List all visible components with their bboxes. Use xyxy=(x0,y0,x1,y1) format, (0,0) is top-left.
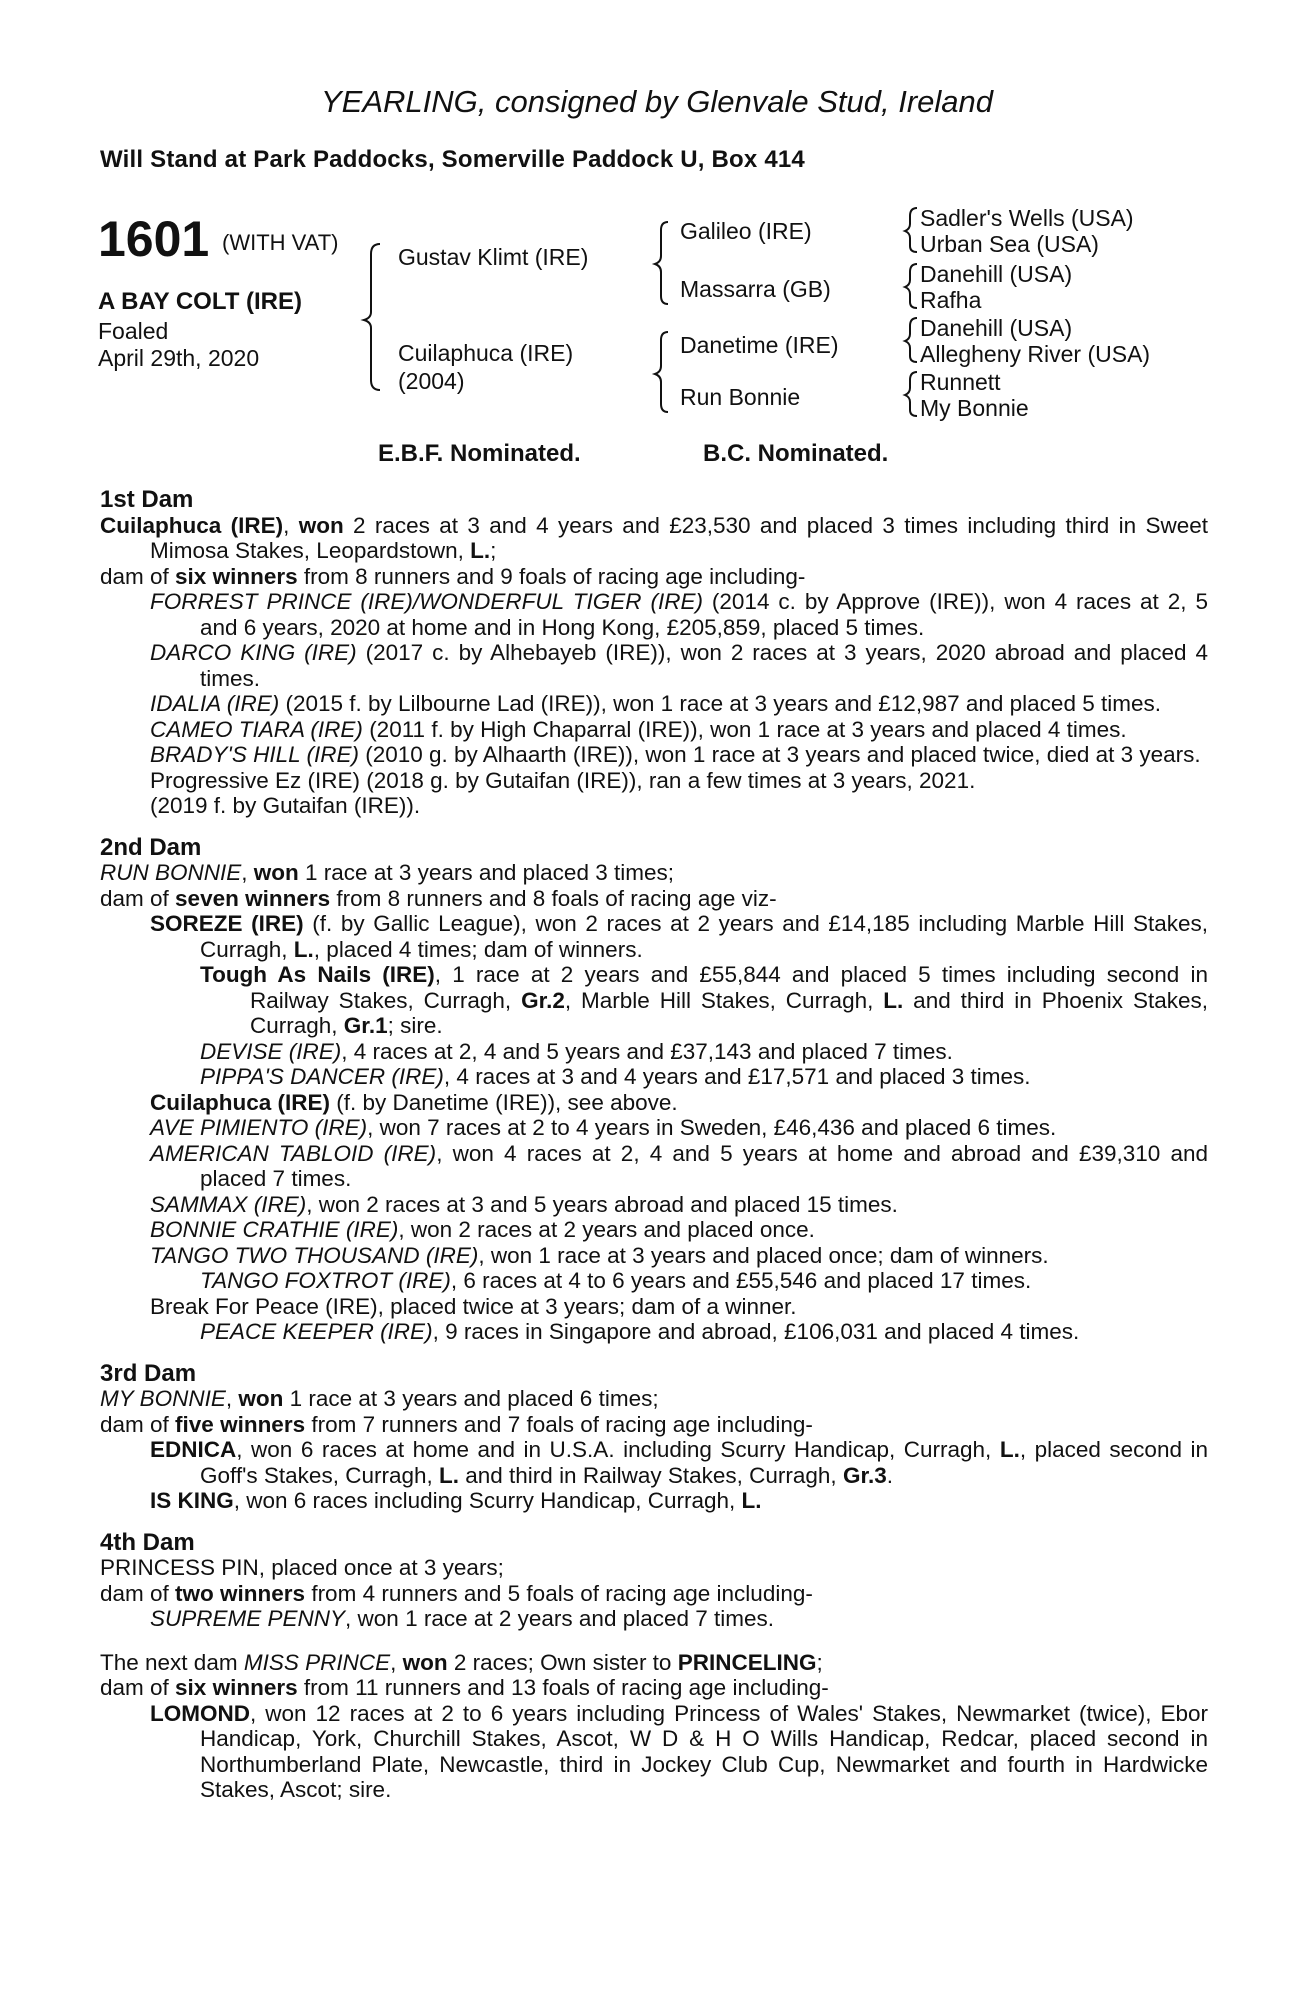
foaled-label: Foaled xyxy=(98,318,169,344)
produce-text: (f. by Gallic League), won 2 races at 2 years and £14,185 including Marble Hill Stakes, Curragh, xyxy=(200,911,1208,962)
produce-entry xyxy=(100,1243,1208,1269)
produce-text: , 4 races at 2, 4 and 5 years and £37,143 and placed 7 times. xyxy=(341,1038,953,1064)
produce-text: , won 12 races at 2 to 6 years including Princess of Wales' Stakes, Newmarket (twice), Ebor Handicap, York, Churchill Stakes, Ascot, W D & H O Wills Handicap, Redcar, placed second in Northumberland Plate, Newcastle, third in Jockey Club Cup, Newmarket and fourth in Hardwicke Stakes, Ascot; sire. xyxy=(200,1700,1208,1802)
bracket-main xyxy=(364,244,380,390)
sibling-name: PRINCELING xyxy=(677,1649,817,1675)
produce-name: TANGO TWO THOUSAND (IRE) xyxy=(150,1242,479,1268)
winners-count: seven winners xyxy=(175,885,331,911)
record-text: 2 races; Own sister to xyxy=(447,1649,678,1675)
produce-entry: (2019 f. by Gutaifan (IRE)). xyxy=(150,793,421,818)
dam-name: MISS PRINCE xyxy=(243,1649,391,1675)
third-dam-produce-summary xyxy=(100,1412,1208,1438)
horse-description: A BAY COLT (IRE) xyxy=(98,288,303,315)
produce-entry xyxy=(100,1115,1208,1141)
produce-entry xyxy=(100,717,1208,743)
produce-entry xyxy=(100,1606,1208,1632)
separator: , xyxy=(225,1386,239,1411)
produce-name: AVE PIMIENTO (IRE) xyxy=(150,1115,368,1140)
dam-sire: Danetime (IRE) xyxy=(680,332,839,358)
page-title: YEARLING, consigned by Glenvale Stud, Ireland xyxy=(320,84,994,119)
first-dam-produce-summary xyxy=(100,564,1208,590)
produce-entry xyxy=(100,911,1208,962)
listed-tag: L. xyxy=(883,987,904,1013)
produce-text: , won 2 races at 2 years and placed once. xyxy=(398,1217,815,1242)
produce-text: (f. by Danetime (IRE)), see above. xyxy=(330,1089,678,1115)
produce-entry xyxy=(100,1090,1208,1116)
produce-text: , placed 4 times; dam of winners. xyxy=(313,936,643,962)
listed-tag: L. xyxy=(999,1437,1020,1462)
produce-text: , won 2 races at 3 and 5 years abroad and placed 15 times. xyxy=(306,1191,898,1217)
winners-count: two winners xyxy=(175,1580,306,1606)
produce-entry xyxy=(100,691,1208,717)
bracket-g3-2 xyxy=(905,264,917,308)
produce-text: (2010 g. by Alhaarth (IRE)), won 1 race at 3 years and placed twice, died at 3 years. xyxy=(358,742,1201,767)
sire: Gustav Klimt (IRE) xyxy=(398,244,589,270)
third-dam-heading: 3rd Dam xyxy=(100,1359,197,1387)
runners-summary: from 8 runners and 8 foals of racing age viz- xyxy=(330,885,777,911)
foaled-date: April 29th, 2020 xyxy=(98,345,260,371)
listed-tag: L. xyxy=(293,936,314,962)
bracket-g3-3 xyxy=(905,318,917,362)
produce-entry xyxy=(100,1488,1208,1514)
dam-name: Cuilaphuca (IRE) xyxy=(100,512,284,538)
record-text: 1 race at 3 years and placed 3 times; xyxy=(298,860,674,885)
produce-entry xyxy=(100,1701,1208,1803)
produce-name: FORREST PRINCE (IRE)/WONDERFUL TIGER (IRE) xyxy=(150,589,703,614)
dam-of: dam of xyxy=(100,885,176,911)
produce-name: BRADY'S HILL (IRE) xyxy=(150,742,359,767)
produce-text: . xyxy=(886,1462,893,1488)
group-tag: Gr.3 xyxy=(842,1462,887,1488)
produce-text: , placed second in Goff's Stakes, Curragh, xyxy=(200,1437,1208,1488)
record-text: 1 race at 3 years and placed 6 times; xyxy=(283,1386,659,1411)
produce-name: SAMMAX (IRE) xyxy=(150,1191,307,1217)
runners-summary: from 7 runners and 7 foals of racing age including- xyxy=(305,1411,813,1437)
produce-text: , 9 races in Singapore and abroad, £106,031 and placed 4 times. xyxy=(432,1319,1080,1344)
stand-location: Will Stand at Park Paddocks, Somerville Paddock U, Box 414 xyxy=(100,146,805,173)
produce-entry xyxy=(100,1437,1208,1488)
produce-name: SOREZE (IRE) xyxy=(150,911,304,936)
g3-sdd: Rafha xyxy=(920,287,982,313)
listed-tag: L. xyxy=(439,1462,459,1488)
vat-note: (WITH VAT) xyxy=(222,230,339,255)
winners-count: five winners xyxy=(175,1411,306,1437)
sire-dam: Massarra (GB) xyxy=(680,276,831,302)
produce-name: CAMEO TIARA (IRE) xyxy=(150,716,363,742)
produce-entry xyxy=(100,1319,1208,1345)
produce-text: , 4 races at 3 and 4 years and £17,571 and placed 3 times. xyxy=(443,1064,1031,1089)
next-dam-record xyxy=(100,1650,1208,1676)
produce-text: , won 6 races including Scurry Handicap, Curragh, xyxy=(233,1488,742,1513)
dam-of: dam of xyxy=(100,1580,176,1606)
record-end: ; xyxy=(490,538,497,563)
produce-name: SUPREME PENNY xyxy=(150,1606,346,1631)
produce-text: (2015 f. by Lilbourne Lad (IRE)), won 1 race at 3 years and £12,987 and placed 5 times. xyxy=(279,691,1161,716)
first-dam-record: Cuilaphuca (IRE), won 2 races at 3 and 4 years and £23,530 and placed 3 times including third in Sweet Mimosa Stakes, Leopardstown, L.; xyxy=(100,512,1208,563)
separator: , xyxy=(241,860,254,885)
produce-text: , won 6 races at home and in U.S.A. including Scurry Handicap, Curragh, xyxy=(236,1437,1000,1462)
fourth-dam-produce-summary xyxy=(100,1581,1208,1607)
third-dam-record xyxy=(100,1386,1208,1412)
second-dam-heading: 2nd Dam xyxy=(100,833,202,861)
produce-name: EDNICA xyxy=(150,1437,237,1462)
produce-entry xyxy=(100,962,1208,1039)
g3-sss: Sadler's Wells (USA) xyxy=(920,205,1134,231)
won-label: won xyxy=(238,1386,284,1411)
group-tag: Gr.2 xyxy=(521,987,565,1013)
dam-dam: Run Bonnie xyxy=(680,384,801,410)
first-dam-heading: 1st Dam xyxy=(100,486,194,513)
second-dam-produce-summary xyxy=(100,886,1208,912)
dam-name: RUN BONNIE xyxy=(100,860,242,885)
produce-name: AMERICAN TABLOID (IRE) xyxy=(150,1140,437,1166)
produce-entry xyxy=(100,640,1208,691)
produce-name: PIPPA'S DANCER (IRE) xyxy=(200,1064,444,1089)
won-label: won xyxy=(298,512,344,538)
produce-text: (2014 c. by Approve (IRE)), won 4 races at 2, 5 and 6 years, 2020 at home and in Hong Kong, £205,859, placed 5 times. xyxy=(200,589,1208,640)
g3-sds: Danehill (USA) xyxy=(920,261,1073,287)
produce-entry xyxy=(100,1039,1208,1065)
produce-entry xyxy=(100,1141,1208,1192)
g3-dds: Runnett xyxy=(920,369,1001,395)
produce-name: Tough As Nails (IRE) xyxy=(200,962,435,987)
fourth-dam-heading: 4th Dam xyxy=(100,1528,195,1556)
produce-entry: Progressive Ez (IRE) (2018 g. by Gutaifan (IRE)), ran a few times at 3 years, 2021. xyxy=(150,767,976,793)
listed-tag: L. xyxy=(470,538,491,563)
produce-name: DARCO KING (IRE) xyxy=(150,640,357,665)
record-text: 2 races at 3 and 4 years and £23,530 and placed 3 times including third in Sweet Mimosa Stakes, Leopardstown, xyxy=(150,512,1208,563)
produce-name: IDALIA (IRE) xyxy=(150,691,280,716)
produce-name: TANGO FOXTROT (IRE) xyxy=(200,1268,451,1293)
runners-summary: from 4 runners and 5 foals of racing age including- xyxy=(305,1580,813,1606)
bracket-sire xyxy=(655,222,668,304)
produce-text: ; sire. xyxy=(387,1013,443,1038)
produce-text: and third in Railway Stakes, Curragh, xyxy=(459,1462,843,1488)
winners-count: six winners xyxy=(175,563,298,589)
produce-entry xyxy=(100,1217,1208,1243)
bracket-g3-4 xyxy=(905,372,917,416)
dam-of: dam of xyxy=(100,1411,176,1437)
dam-of: dam of xyxy=(100,563,176,589)
g3-dsd: Allegheny River (USA) xyxy=(920,341,1151,367)
intro-text: The next dam xyxy=(100,1649,244,1675)
produce-entry xyxy=(100,1192,1208,1218)
winners-count: six winners xyxy=(175,1675,298,1700)
produce-text: (2017 c. by Alhebayeb (IRE)), won 2 races at 3 years, 2020 abroad and placed 4 times. xyxy=(200,640,1208,691)
produce-text: , won 7 races at 2 to 4 years in Sweden, £46,436 and placed 6 times. xyxy=(367,1115,1057,1140)
won-label: won xyxy=(253,860,299,885)
produce-name: PEACE KEEPER (IRE) xyxy=(200,1319,433,1344)
produce-name: Cuilaphuca (IRE) xyxy=(150,1089,331,1115)
bc-nominated: B.C. Nominated. xyxy=(703,440,889,467)
produce-text: , won 4 races at 2, 4 and 5 years at home and abroad and £39,310 and placed 7 times. xyxy=(200,1140,1208,1191)
dam-name: MY BONNIE xyxy=(100,1386,226,1411)
produce-name: IS KING xyxy=(150,1488,234,1513)
bracket-dam xyxy=(655,332,668,412)
produce-text: , won 1 race at 3 years and placed once; dam of winners. xyxy=(478,1242,1049,1268)
won-label: won xyxy=(402,1649,448,1675)
produce-text: , 1 race at 2 years and £55,844 and placed 5 times including second in Railway Stakes, Curragh, xyxy=(250,962,1208,1013)
produce-name: BONNIE CRATHIE (IRE) xyxy=(150,1217,399,1242)
produce-text: and third in Phoenix Stakes, Curragh, xyxy=(250,987,1208,1038)
next-dam-produce-summary xyxy=(100,1675,1208,1701)
catalogue-body xyxy=(100,487,1208,1803)
dam: Cuilaphuca (IRE) xyxy=(398,340,574,366)
produce-text: , Marble Hill Stakes, Curragh, xyxy=(564,987,884,1013)
ebf-nominated: E.B.F. Nominated. xyxy=(378,440,581,467)
produce-name: DEVISE (IRE) xyxy=(200,1038,342,1064)
produce-text: (2011 f. by High Chaparral (IRE)), won 1 race at 3 years and placed 4 times. xyxy=(362,716,1127,742)
dam-of: dam of xyxy=(100,1675,176,1700)
produce-text: , won 1 race at 2 years and placed 7 times. xyxy=(345,1606,775,1631)
produce-entry xyxy=(100,1268,1208,1294)
listed-tag: L. xyxy=(741,1488,762,1513)
second-dam-record xyxy=(100,860,1208,886)
fourth-dam-record: PRINCESS PIN, placed once at 3 years; xyxy=(100,1555,504,1580)
produce-entry xyxy=(100,742,1208,768)
produce-name: LOMOND xyxy=(150,1700,250,1726)
separator: , xyxy=(390,1649,403,1675)
runners-summary: from 11 runners and 13 foals of racing age including- xyxy=(297,1675,829,1700)
produce-text: , 6 races at 4 to 6 years and £55,546 and placed 17 times. xyxy=(450,1268,1032,1293)
bracket-g3-1 xyxy=(905,208,917,252)
dam-year: (2004) xyxy=(398,368,465,394)
sire-sire: Galileo (IRE) xyxy=(680,218,812,244)
g3-ssd: Urban Sea (USA) xyxy=(920,231,1099,257)
g3-ddd: My Bonnie xyxy=(920,395,1029,421)
produce-entry xyxy=(100,589,1208,640)
produce-entry xyxy=(100,1064,1208,1090)
produce-entry: Break For Peace (IRE), placed twice at 3 years; dam of a winner. xyxy=(150,1293,797,1319)
record-end: ; xyxy=(816,1649,823,1675)
group-tag: Gr.1 xyxy=(343,1013,388,1038)
g3-dss: Danehill (USA) xyxy=(920,315,1073,341)
runners-summary: from 8 runners and 9 foals of racing age including- xyxy=(297,563,806,589)
lot-number: 1601 xyxy=(98,211,210,267)
